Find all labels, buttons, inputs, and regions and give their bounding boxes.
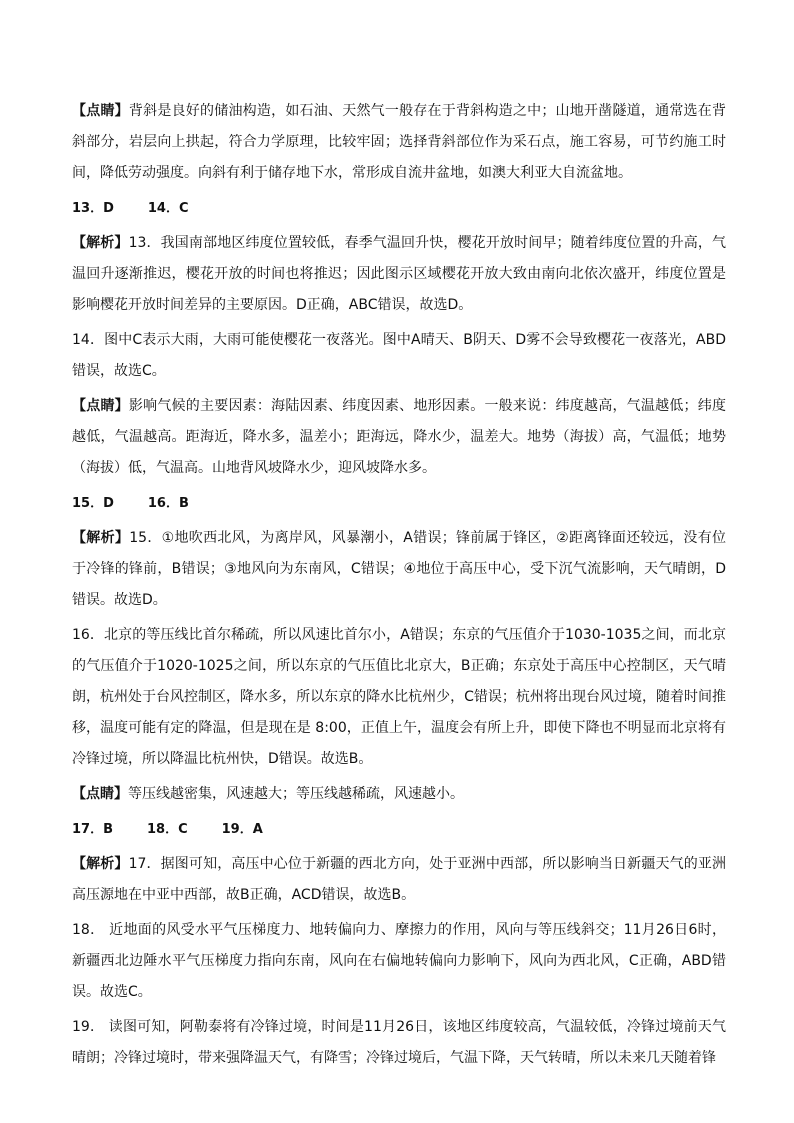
paragraph-text: 17．据图可知，高压中心位于新疆的西北方向，处于亚洲中西部，所以影响当日新疆天气的亚洲高压源地在中亚中西部，故B正确，ACD错误，故选B。 — [72, 856, 727, 903]
paragraph-dianjing-2 — [72, 391, 726, 484]
answer-19: 19．A — [221, 822, 263, 837]
paragraph-tag: 【点睛】 — [72, 103, 129, 119]
paragraph-tag: 【点睛】 — [72, 786, 128, 802]
paragraph-text: 影响气候的主要因素：海陆因素、纬度因素、地形因素。一般来说：纬度越高，气温越低；纬度越低，气温越高。距海近，降水多，温差小；距海远，降水少，温差大。地势（海拔）高，气温低；地势（海拔）低，气温高。山地背风坡降水少，迎风坡降水多。 — [72, 398, 726, 476]
answer-line-17-19 — [72, 814, 726, 845]
paragraph-text: 14．图中C表示大雨，大雨可能使樱花一夜落光。图中A晴天、B阴天、D雾不会导致樱花一夜落光，ABD错误，故选C。 — [72, 332, 726, 379]
answer-18: 18．C — [147, 822, 188, 837]
paragraph-tag: 【解析】 — [72, 530, 130, 546]
paragraph-jiexi-18 — [72, 915, 726, 1008]
paragraph-tag: 【解析】 — [72, 856, 129, 872]
paragraph-text: 背斜是良好的储油构造，如石油、天然气一般存在于背斜构造之中；山地开凿隧道，通常选在背斜部分，岩层向上拱起，符合力学原理，比较牢固；选择背斜部位作为采石点，施工容易，可节约施工时间，降低劳动强度。向斜有利于储存地下水，常形成自流井盆地，如澳大利亚大自流盆地。 — [72, 103, 726, 181]
paragraph-text: 15．①地吹西北风，为离岸风，风暴潮小，A错误；锋前属于锋区，②距离锋面还较远，没有位于冷锋的锋前，B错误；③地风向为东南风，C错误；④地位于高压中心，受下沉气流影响，天气晴朗，D错误。故选D。 — [72, 530, 726, 608]
answer-line-13-14 — [72, 193, 726, 224]
answer-14: 14．C — [147, 201, 189, 216]
answer-line-15-16 — [72, 488, 726, 519]
paragraph-jiexi-14 — [72, 325, 726, 387]
paragraph-text: 16．北京的等压线比首尔稀疏，所以风速比首尔小，A错误；东京的气压值介于1030-1035之间，而北京的气压值介于1020-1025之间，所以东京的气压值比北京大，B正确；东京处于高压中心控制区，天气晴朗，杭州处于台风控制区，降水多，所以东京的降水比杭州少，C错误；杭州将出现台风过境，随着时间推移，温度可能有定的降温，但是现在是 8:00，正值上午，温度会有所上升，即使下降也不明显而北京将有冷锋过境，所以降温比杭州快，D错误。故选B。 — [72, 627, 726, 767]
paragraph-jiexi-17 — [72, 849, 726, 911]
paragraph-text: 19． 读图可知，阿勒泰将有冷锋过境，时间是11月26日，该地区纬度较高，气温较低，冷锋过境前天气晴朗；冷锋过境时，带来强降温天气，有降雪；冷锋过境后，气温下降，天气转晴，所以未来几天随着锋 — [72, 1019, 726, 1066]
paragraph-jiexi-16 — [72, 620, 726, 775]
paragraph-tag: 【解析】 — [72, 235, 129, 251]
paragraph-jiexi-15 — [72, 523, 726, 616]
paragraph-dianjing-3 — [72, 779, 726, 810]
paragraph-tag: 【点睛】 — [72, 398, 129, 414]
paragraph-text: 13．我国南部地区纬度位置较低，春季气温回升快，樱花开放时间早；随着纬度位置的升高，气温回升逐渐推迟，樱花开放的时间也将推迟；因此图示区域樱花开放大致由南向北依次盛开，纬度位置是影响樱花开放时间差异的主要原因。D正确，ABC错误，故选D。 — [72, 235, 727, 313]
paragraph-jiexi-19 — [72, 1012, 726, 1074]
paragraph-dianjing-1 — [72, 96, 726, 189]
paragraph-text: 等压线越密集，风速越大；等压线越稀疏，风速越小。 — [128, 786, 464, 802]
answer-17: 17．B — [72, 822, 113, 837]
answer-16: 16．B — [147, 496, 189, 511]
paragraph-jiexi-13 — [72, 228, 726, 321]
answer-13: 13．D — [72, 201, 114, 216]
answer-15: 15．D — [72, 496, 114, 511]
paragraph-text: 18． 近地面的风受水平气压梯度力、地转偏向力、摩擦力的作用，风向与等压线斜交；11月26日6时，新疆西北边陲水平气压梯度力指向东南，风向在右偏地转偏向力影响下，风向为西北风，C正确，ABD错误。故选C。 — [72, 922, 726, 1000]
document-body — [72, 96, 726, 1078]
